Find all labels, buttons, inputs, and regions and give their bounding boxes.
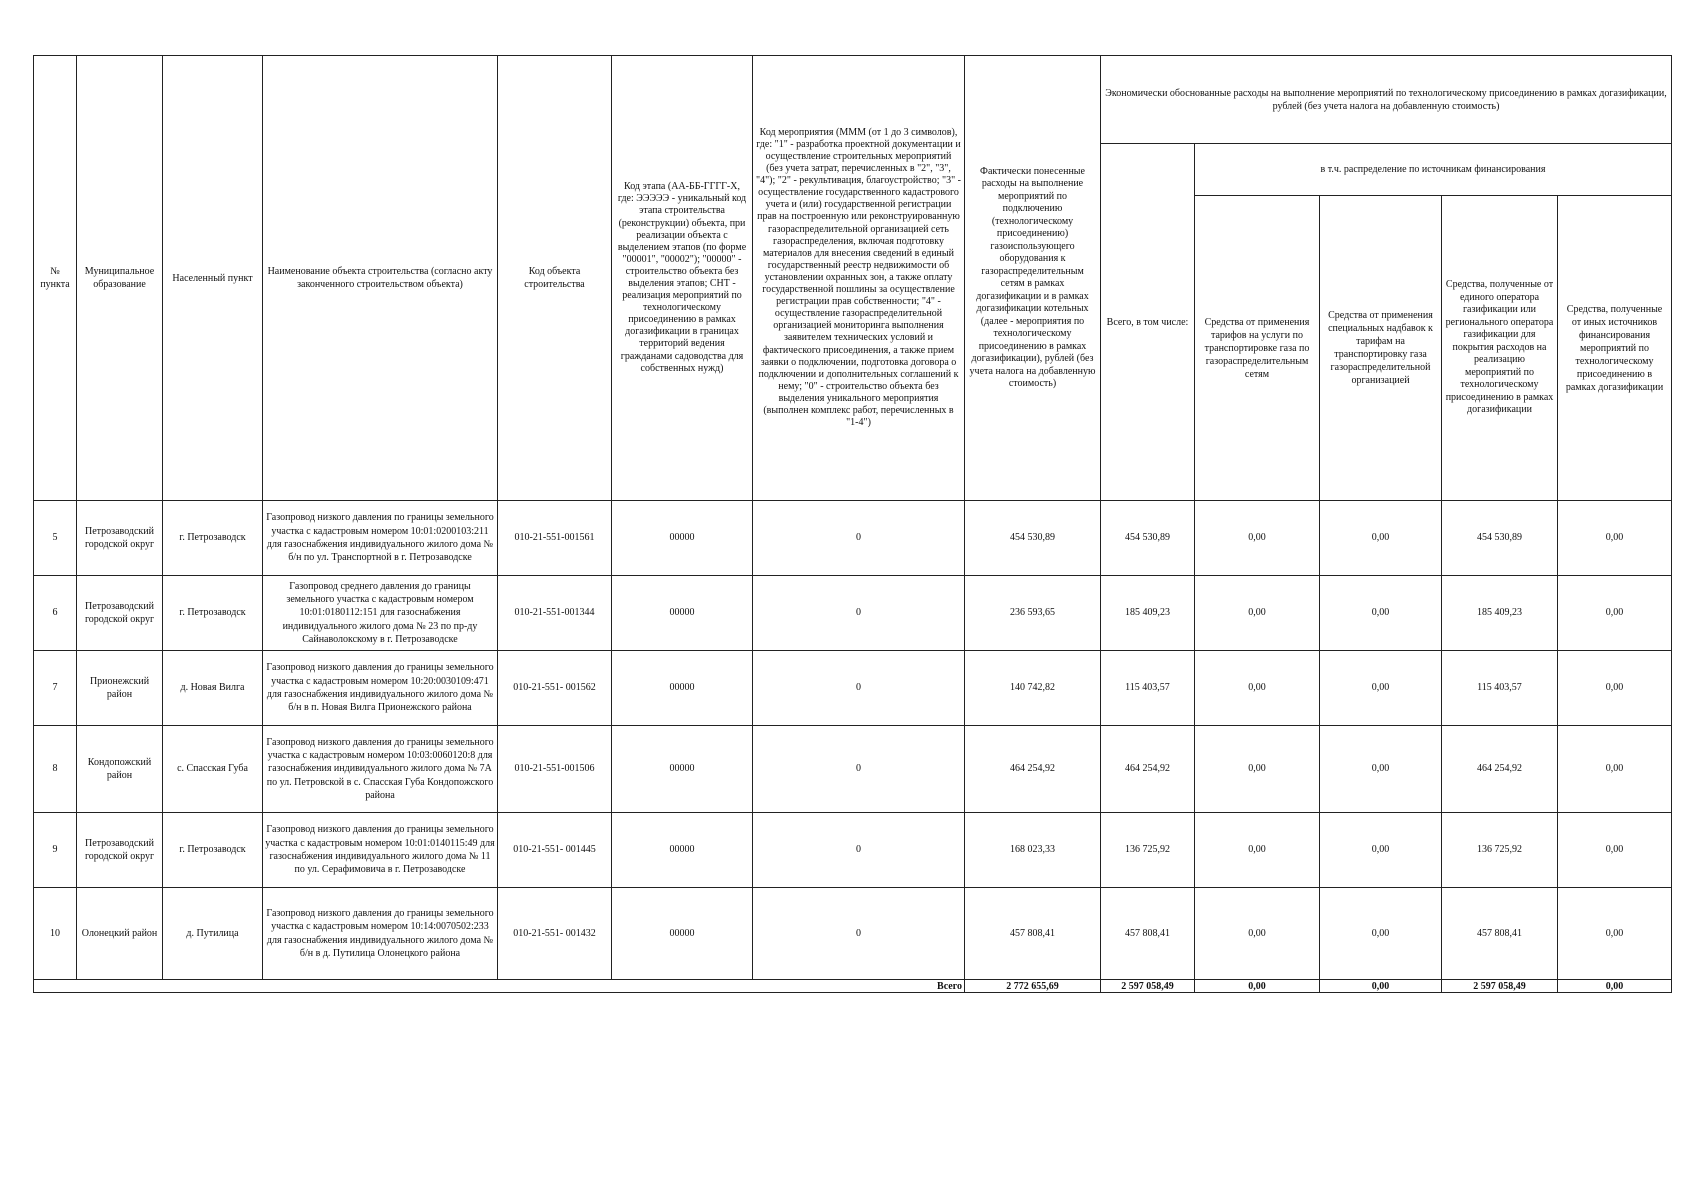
cell-stage-code: 00000	[612, 576, 753, 651]
col-header-num: № пункта	[34, 56, 77, 501]
cell-actual-costs: 457 808,41	[965, 888, 1101, 980]
cell-src-tariff: 0,00	[1195, 501, 1320, 576]
cell-src-other: 0,00	[1558, 501, 1672, 576]
cell-num: 8	[34, 726, 77, 813]
col-header-src-tariff: Средства от применения тарифов на услуги по транспортировке газа по газораспределительным сетям	[1195, 196, 1320, 501]
cell-municipality: Кондопожский район	[77, 726, 163, 813]
totals-row	[34, 980, 1672, 993]
cell-src-operator: 136 725,92	[1442, 813, 1558, 888]
cell-activity-code: 0	[753, 888, 965, 980]
col-header-settlement: Населенный пункт	[163, 56, 263, 501]
table-row	[34, 888, 1672, 980]
cell-object-name: Газопровод низкого давления до границы земельного участка с кадастровым номером 10:01:0140115:49 для газоснабжения индивидуального жилого дома № 11 по ул. Серафимовича в г. Петрозаводске	[263, 813, 498, 888]
total-sum: 2 597 058,49	[1101, 980, 1195, 993]
total-src-other: 0,00	[1558, 980, 1672, 993]
cell-total: 115 403,57	[1101, 651, 1195, 726]
totals-label: Всего	[34, 980, 965, 993]
cell-total: 454 530,89	[1101, 501, 1195, 576]
cell-activity-code: 0	[753, 813, 965, 888]
cell-object-code: 010-21-551- 001562	[498, 651, 612, 726]
cell-object-name: Газопровод низкого давления до границы земельного участка с кадастровым номером 10:14:0070502:233 для газоснабжения индивидуального жилого дома № б/н в д. Путилица Олонецкого района	[263, 888, 498, 980]
total-actual-costs: 2 772 655,69	[965, 980, 1101, 993]
col-header-object-name: Наименование объекта строительства (согласно акту законченного строительством объекта)	[263, 56, 498, 501]
col-header-municipality: Муниципальное образование	[77, 56, 163, 501]
cell-src-tariff: 0,00	[1195, 726, 1320, 813]
cell-municipality: Петрозаводский городской округ	[77, 813, 163, 888]
cell-object-code: 010-21-551-001506	[498, 726, 612, 813]
col-header-sources: в т.ч. распределение по источникам финансирования	[1195, 144, 1672, 196]
table-row	[34, 576, 1672, 651]
cell-stage-code: 00000	[612, 813, 753, 888]
cell-object-name: Газопровод низкого давления до границы земельного участка с кадастровым номером 10:20:0030109:471 для газоснабжения индивидуального жилого дома № б/н в п. Новая Вилга Прионежского района	[263, 651, 498, 726]
total-src-markup: 0,00	[1320, 980, 1442, 993]
cell-municipality: Прионежский район	[77, 651, 163, 726]
col-header-src-other: Средства, полученные от иных источников финансирования мероприятий по технологическому присоединению в рамках догазификации	[1558, 196, 1672, 501]
cell-stage-code: 00000	[612, 501, 753, 576]
cell-src-markup: 0,00	[1320, 651, 1442, 726]
cell-settlement: д. Новая Вилга	[163, 651, 263, 726]
cell-num: 10	[34, 888, 77, 980]
cell-total: 185 409,23	[1101, 576, 1195, 651]
cell-src-operator: 454 530,89	[1442, 501, 1558, 576]
cell-src-markup: 0,00	[1320, 501, 1442, 576]
cell-src-tariff: 0,00	[1195, 888, 1320, 980]
table-row	[34, 651, 1672, 726]
cell-src-tariff: 0,00	[1195, 651, 1320, 726]
cell-object-code: 010-21-551-001561	[498, 501, 612, 576]
cell-settlement: г. Петрозаводск	[163, 813, 263, 888]
cell-src-operator: 464 254,92	[1442, 726, 1558, 813]
col-header-activity-code: Код мероприятия (МММ (от 1 до 3 символов), где: "1" - разработка проектной документации и осуществление строительных мероприятий (без учета затрат, перечисленных в "2", "3", "4"); "2" - рекультивация, благоустройство; "3" - осуществление государственного кадастрового учета и (или) государственной регистрации прав на построенную или реконструированную газораспределительной организацией сеть газораспределения, включая подготовку материалов для внесения сведений в единый государственный реестр недвижимости об установлении охранных зон, а также оплату государственной пошлины за осуществление регистрации прав собственности; "4" - осуществление газораспределительной организацией мониторинга выполнения заявителем технических условий и фактического присоединения, а также прием заявки о подключении, подготовка договора о подключении и дополнительных соглашений к нему; "0" - строительство объекта без выделения уникального мероприятия (выполнен комплекс работ, перечисленных в "1-4")	[753, 56, 965, 501]
col-header-object-code: Код объекта строительства	[498, 56, 612, 501]
cell-stage-code: 00000	[612, 888, 753, 980]
cell-num: 7	[34, 651, 77, 726]
total-src-tariff: 0,00	[1195, 980, 1320, 993]
cell-src-markup: 0,00	[1320, 726, 1442, 813]
cell-src-markup: 0,00	[1320, 813, 1442, 888]
col-header-stage-code: Код этапа (АА-ББ-ГГГГ-Х, где: ЭЭЭЭЭ - уникальный код этапа строительства (реконструкции) объекта, при реализации объекта с выделением этапов (по форме "00001", "00002"); "00000" - строительство объекта без выделения этапов; СНТ - реализация мероприятий по технологическому присоединению в рамках догазификации в границах территорий ведения гражданами садоводства для собственных нужд)	[612, 56, 753, 501]
cell-object-code: 010-21-551- 001445	[498, 813, 612, 888]
cell-num: 6	[34, 576, 77, 651]
table-row	[34, 726, 1672, 813]
table-row	[34, 501, 1672, 576]
cell-actual-costs: 140 742,82	[965, 651, 1101, 726]
cell-municipality: Петрозаводский городской округ	[77, 576, 163, 651]
cell-total: 464 254,92	[1101, 726, 1195, 813]
cell-src-tariff: 0,00	[1195, 813, 1320, 888]
total-src-operator: 2 597 058,49	[1442, 980, 1558, 993]
cell-object-name: Газопровод низкого давления до границы земельного участка с кадастровым номером 10:03:0060120:8 для газоснабжения индивидуального жилого дома № 7А по ул. Петровской в с. Спасская Губа Кондопожского района	[263, 726, 498, 813]
cell-total: 136 725,92	[1101, 813, 1195, 888]
cell-settlement: д. Путилица	[163, 888, 263, 980]
cell-actual-costs: 168 023,33	[965, 813, 1101, 888]
table-row	[34, 813, 1672, 888]
cell-src-tariff: 0,00	[1195, 576, 1320, 651]
cell-object-name: Газопровод низкого давления по границы земельного участка с кадастровым номером 10:01:0200103:211 для газоснабжения индивидуального жилого дома № б/н по ул. Транспортной в г. Петрозаводске	[263, 501, 498, 576]
col-header-src-operator: Средства, полученные от единого оператора газификации или регионального оператора газификации для покрытия расходов на реализацию мероприятий по технологическому присоединению в рамках догазификации	[1442, 196, 1558, 501]
cell-total: 457 808,41	[1101, 888, 1195, 980]
col-header-src-markup: Средства от применения специальных надбавок к тарифам на транспортировку газа газораспределительной организацией	[1320, 196, 1442, 501]
cell-src-other: 0,00	[1558, 726, 1672, 813]
cell-src-other: 0,00	[1558, 888, 1672, 980]
cell-src-other: 0,00	[1558, 813, 1672, 888]
cell-actual-costs: 454 530,89	[965, 501, 1101, 576]
cell-object-code: 010-21-551- 001432	[498, 888, 612, 980]
cell-settlement: с. Спасская Губа	[163, 726, 263, 813]
cell-src-operator: 457 808,41	[1442, 888, 1558, 980]
cell-activity-code: 0	[753, 576, 965, 651]
cost-table	[33, 55, 1672, 993]
cell-stage-code: 00000	[612, 651, 753, 726]
cell-municipality: Олонецкий район	[77, 888, 163, 980]
cell-num: 5	[34, 501, 77, 576]
cell-activity-code: 0	[753, 726, 965, 813]
cell-src-other: 0,00	[1558, 576, 1672, 651]
cell-src-operator: 185 409,23	[1442, 576, 1558, 651]
cell-num: 9	[34, 813, 77, 888]
cell-object-name: Газопровод среднего давления до границы земельного участка с кадастровым номером 10:01:0180112:151 для газоснабжения индивидуального жилого дома № 23 по пр-ду Сайнаволокскому в г. Петрозаводске	[263, 576, 498, 651]
cell-src-markup: 0,00	[1320, 888, 1442, 980]
cell-src-markup: 0,00	[1320, 576, 1442, 651]
cell-settlement: г. Петрозаводск	[163, 501, 263, 576]
cell-stage-code: 00000	[612, 726, 753, 813]
cell-object-code: 010-21-551-001344	[498, 576, 612, 651]
cell-activity-code: 0	[753, 501, 965, 576]
cell-actual-costs: 464 254,92	[965, 726, 1101, 813]
cell-actual-costs: 236 593,65	[965, 576, 1101, 651]
cell-settlement: г. Петрозаводск	[163, 576, 263, 651]
cell-src-operator: 115 403,57	[1442, 651, 1558, 726]
col-header-total-incl: Всего, в том числе:	[1101, 144, 1195, 501]
cell-municipality: Петрозаводский городской округ	[77, 501, 163, 576]
col-header-econ-costs: Экономически обоснованные расходы на выполнение мероприятий по технологическому присоединению в рамках догазификации, рублей (без учета налога на добавленную стоимость)	[1101, 56, 1672, 144]
cell-src-other: 0,00	[1558, 651, 1672, 726]
col-header-actual-costs: Фактически понесенные расходы на выполнение мероприятий по подключению (технологическому присоединению) газоиспользующего оборудования к газораспределительным сетям в рамках догазификации и в рамках догазификации котельных (далее - мероприятия по технологическому присоединению в рамках догазификации), рублей (без учета налога на добавленную стоимость)	[965, 56, 1101, 501]
cell-activity-code: 0	[753, 651, 965, 726]
